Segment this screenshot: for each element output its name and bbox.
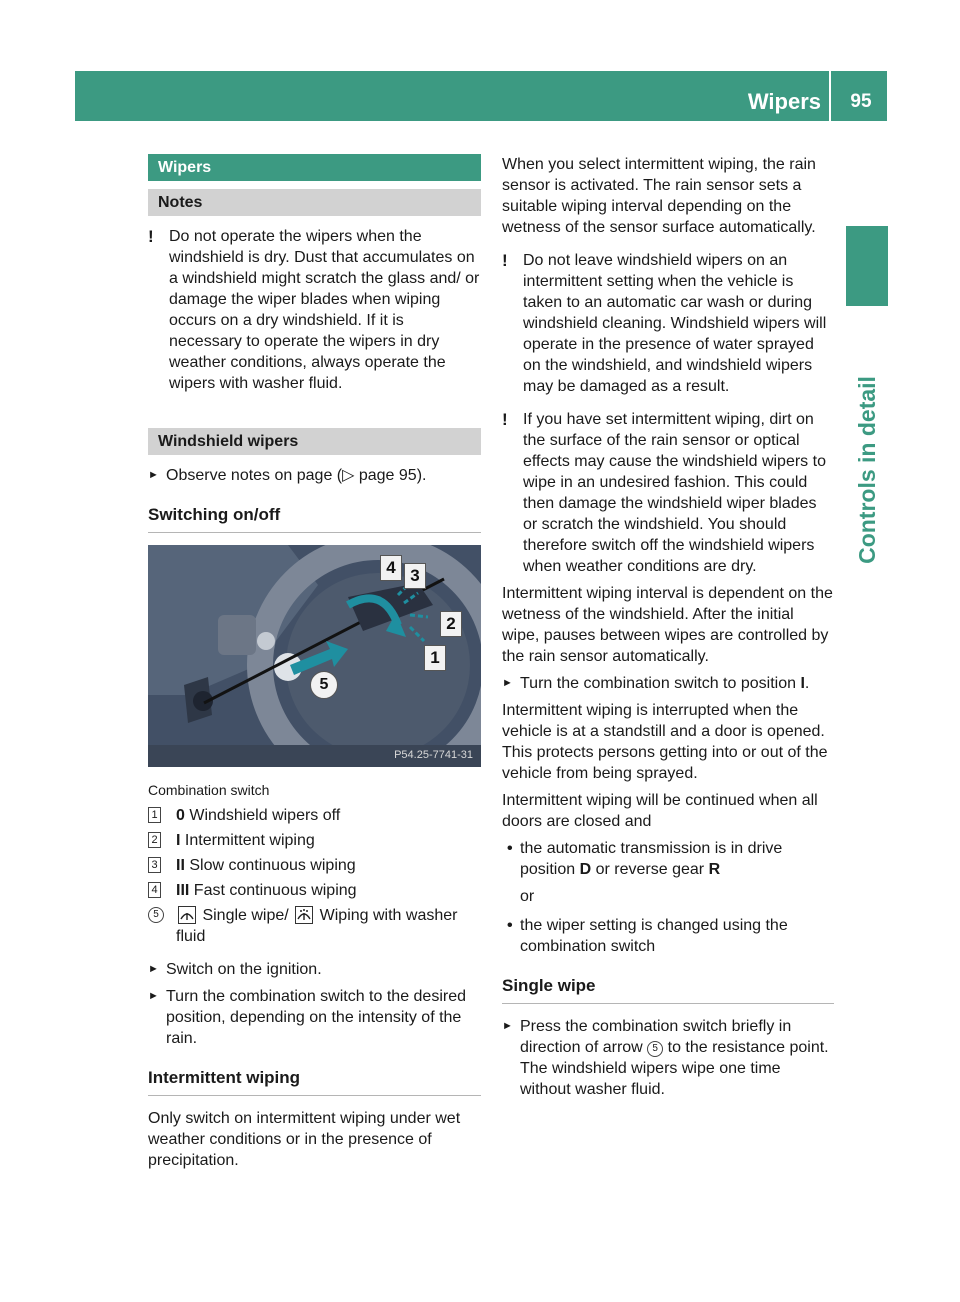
note-dry-windshield — [148, 226, 481, 394]
section-title-wipers: Wipers — [148, 154, 481, 181]
bullet-transmission — [502, 838, 834, 880]
callout-4: 4 — [380, 555, 402, 581]
paragraph-only-switch: Only switch on intermittent wiping under wet weather conditions or in the presence of precipitation. — [148, 1110, 461, 1169]
bullet-icon: • — [507, 917, 513, 934]
legend-number: 1 — [148, 807, 161, 823]
figure-caption: Combination switch — [148, 782, 270, 798]
warning-icon: ! — [148, 227, 154, 246]
step-text: Switch on the ignition. — [166, 961, 322, 978]
note-text: Do not operate the wipers when the windshield is dry. Dust that accumulates on a windshield might scratch the glass and/ or damage the wiper blades when wiping occurs on a dry windshield. If it is necessary to operate the wipers in dry weather conditions, always operate the wipers with washer fluid. — [169, 228, 480, 392]
warning-icon: ! — [502, 251, 508, 270]
washer-wipe-icon — [295, 906, 313, 924]
step-press-switch — [502, 1016, 834, 1100]
step-text: Press the combination switch briefly in direction of arrow — [520, 1018, 792, 1056]
callout-2: 2 — [440, 611, 462, 637]
legend-item — [148, 805, 481, 826]
legend-text: Intermittent wiping — [184, 832, 315, 849]
step-arrow-icon: ► — [148, 963, 159, 975]
single-wipe-icon — [178, 906, 196, 924]
gear-r: R — [708, 861, 721, 878]
left-column — [148, 154, 481, 1177]
legend-item — [148, 880, 481, 901]
paragraph-interrupted: Intermittent wiping is interrupted when the vehicle is at a standstill and a door is opened. This protects persons getting into or out of the vehicle from being sprayed. — [502, 702, 828, 782]
heading-intermittent: Intermittent wiping — [148, 1067, 481, 1096]
bullet-wiper-setting — [502, 915, 834, 957]
bullet-icon: • — [507, 840, 513, 857]
step-arrow-icon: ► — [148, 990, 159, 1002]
step-text-end: . — [804, 675, 810, 692]
legend-number: 3 — [148, 857, 161, 873]
heading-single-wipe: Single wipe — [502, 975, 834, 1004]
side-tab — [846, 226, 888, 306]
legend-item — [148, 830, 481, 851]
paragraph-interval: Intermittent wiping interval is dependent on the wetness of the windshield. After the initial wipe, pauses between wipes are controlled by the rain sensor automatically. — [502, 585, 833, 665]
paragraph-continued: Intermittent wiping will be continued when all doors are closed and — [502, 792, 818, 830]
step-text: Turn the combination switch to the desired position, depending on the intensity of the rain. — [166, 988, 467, 1047]
arrow-number: 5 — [647, 1041, 663, 1057]
note-text: If you have set intermittent wiping, dirt on the surface of the rain sensor or optical effects may cause the windshield wipers to wipe in an undesired fashion. This could then damage the windshield wiper blades or scratch the windshield. You should therefore switch off the windshield wipers when weather conditions are dry. — [523, 411, 826, 575]
subsection-notes: Notes — [148, 189, 481, 216]
bullet-text: the automatic transmission is in drive position — [520, 840, 783, 878]
legend-position: 0 — [176, 807, 185, 824]
legend-position: I — [176, 832, 181, 849]
combination-switch-figure — [148, 545, 481, 767]
header-divider — [829, 71, 831, 121]
callout-3: 3 — [404, 563, 426, 589]
step-ignition — [148, 959, 481, 980]
step-arrow-icon: ► — [502, 1020, 513, 1032]
note-text: Do not leave windshield wipers on an intermittent setting when the vehicle is taken to an automatic car wash or during windshield cleaning. Windshield wipers will operate in the presence of water sprayed on the windshield, and windshield wipers may be damaged as a result. — [523, 252, 827, 395]
step-arrow-icon: ► — [502, 677, 513, 689]
legend-number: 4 — [148, 882, 161, 898]
note-dirt — [502, 409, 834, 577]
legend-text: Fast continuous wiping — [193, 882, 357, 899]
legend-position: III — [176, 882, 190, 899]
step-position-i — [502, 673, 834, 694]
page-number: 95 — [850, 91, 872, 112]
header-title: Wipers — [747, 89, 821, 114]
legend-text: Slow continuous wiping — [189, 857, 356, 874]
legend-item — [148, 905, 481, 947]
step-observe-notes — [148, 465, 481, 486]
step-turn-switch — [148, 986, 481, 1049]
or-separator: or — [520, 888, 535, 905]
position-label: I — [800, 675, 805, 692]
paragraph-rain-sensor: When you select intermittent wiping, the rain sensor is activated. The rain sensor sets a suitable wiping interval depending on the wetness of the sensor surface automatically. — [502, 156, 816, 236]
step-arrow-icon: ► — [148, 469, 159, 481]
legend-text: Single wipe/ — [202, 907, 289, 924]
note-car-wash — [502, 250, 834, 397]
step-text: Observe notes on page (▷ page 95). — [166, 467, 427, 484]
header-bar — [75, 71, 887, 121]
right-column — [502, 154, 834, 1106]
legend-number: 5 — [148, 907, 164, 923]
subsection-windshield-wipers: Windshield wipers — [148, 428, 481, 455]
callout-1: 1 — [424, 645, 446, 671]
legend-text: Wiping with washer fluid — [176, 907, 458, 945]
step-result: The windshield wipers wipe one time without washer fluid. — [520, 1060, 781, 1098]
side-tab-label: Controls in detail — [854, 376, 880, 564]
legend-number: 2 — [148, 832, 161, 848]
gear-d: D — [579, 861, 592, 878]
legend-item — [148, 855, 481, 876]
legend-position: II — [176, 857, 185, 874]
bullet-text: or reverse gear — [595, 861, 705, 878]
figure-code: P54.25-7741-31 — [394, 749, 473, 761]
step-text: Turn the combination switch to position — [520, 675, 796, 692]
callout-5: 5 — [310, 671, 338, 699]
warning-icon: ! — [502, 410, 508, 429]
heading-switching: Switching on/off — [148, 504, 481, 533]
bullet-text: the wiper setting is changed using the combination switch — [520, 917, 788, 955]
legend-text: Windshield wipers off — [189, 807, 341, 824]
step-text: to the resistance point. — [667, 1039, 829, 1056]
